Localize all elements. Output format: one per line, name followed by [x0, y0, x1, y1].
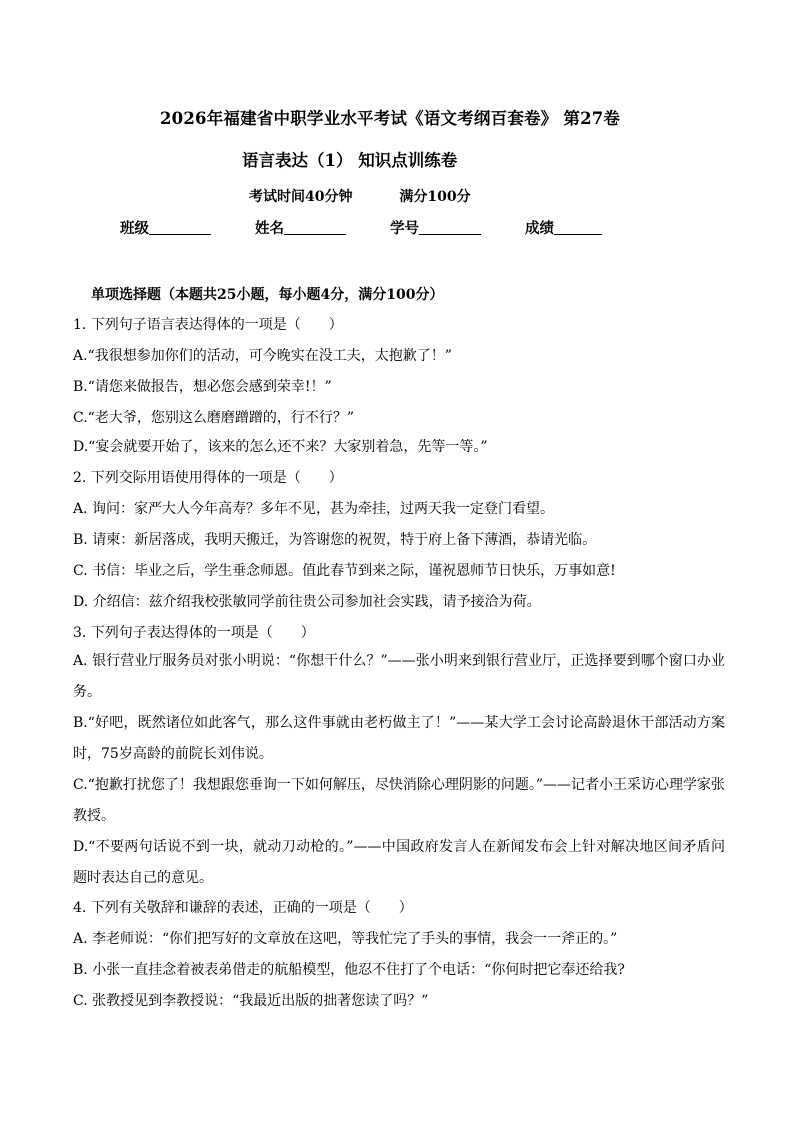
- question-2-stem: 2. 下列交际用语使用得体的一项是（ ）: [73, 470, 343, 486]
- question-3-option-b: B.“好吧，既然诸位如此客气，那么这件事就由老朽做主了！”——某大学工会讨论高龄退休干部活动方案时，75岁高龄的前院长刘伟说。: [73, 715, 725, 762]
- document-title: 2026年福建省中职学业水平考试《语文考纲百套卷》 第27卷: [160, 109, 621, 128]
- question-4-stem: 4. 下列有关敬辞和谦辞的表述，正确的一项是（ ）: [73, 900, 413, 916]
- name-label: 姓名: [255, 220, 284, 237]
- name-blank[interactable]: [284, 220, 346, 235]
- student-id-field[interactable]: [390, 217, 481, 238]
- question-1-option-b: B.“请您来做报告，想必您会感到荣幸!！”: [73, 379, 332, 395]
- exam-time: 考试时间40分钟: [249, 189, 353, 205]
- exam-score: 满分100分: [399, 189, 471, 205]
- question-3-option-d: D.“不要两句话说不到一块，就动刀动枪的。”——中国政府发言人在新闻发布会上针对解决地区间矛盾问题时表达自己的意见。: [73, 839, 725, 886]
- student-id-label: 学号: [390, 220, 419, 237]
- grade-label: 成绩: [525, 220, 554, 237]
- class-field[interactable]: [120, 217, 211, 238]
- question-1-option-a: A.“我很想参加你们的活动，可今晚实在没工夫，太抱歉了！”: [73, 348, 452, 364]
- question-2-option-b: B. 请柬：新居落成，我明天搬迁，为答谢您的祝贺，特于府上备下薄酒，恭请光临。: [73, 532, 597, 548]
- question-4-option-a: A. 李老师说：“你们把写好的文章放在这吧，等我忙完了手头的事情，我会一一斧正的。”: [73, 931, 618, 947]
- question-2-option-d: D. 介绍信：兹介绍我校张敏同学前往贵公司参加社会实践，请予接洽为荷。: [73, 594, 541, 610]
- student-info-row: [120, 217, 602, 238]
- question-1-option-d: D.“宴会就要开始了，该来的怎么还不来？大家别着急，先等一等。”: [73, 439, 488, 455]
- question-3-option-a: A. 银行营业厅服务员对张小明说：“你想干什么？”——张小明来到银行营业厅，正选择要到哪个窗口办业务。: [73, 653, 725, 700]
- grade-blank[interactable]: [554, 220, 602, 235]
- class-blank[interactable]: [149, 220, 211, 235]
- question-4-option-b: B. 小张一直挂念着被表弟借走的航船模型，他忍不住打了个电话：“你何时把它奉还给我?: [73, 962, 625, 978]
- question-4-option-c: C. 张教授见到李教授说：“我最近出版的拙著您读了吗？”: [73, 993, 429, 1009]
- name-field[interactable]: [255, 217, 346, 238]
- question-3-stem: 3. 下列句子表达得体的一项是（ ）: [73, 625, 315, 641]
- student-id-blank[interactable]: [419, 220, 481, 235]
- question-3-option-c: C.“抱歉打扰您了！我想跟您垂询一下如何解压，尽快消除心理阴影的问题。”——记者小王采访心理学家张教授。: [73, 777, 725, 824]
- grade-field[interactable]: [525, 217, 602, 238]
- question-1-stem: 1. 下列句子语言表达得体的一项是（ ）: [73, 317, 343, 333]
- document-subtitle: 语言表达（1） 知识点训练卷: [242, 151, 458, 170]
- section-heading: 单项选择题（本题共25小题，每小题4分，满分100分）: [91, 287, 444, 303]
- question-1-option-c: C.“老大爷，您别这么磨磨蹭蹭的，行不行？”: [73, 410, 354, 426]
- question-2-option-c: C. 书信：毕业之后，学生垂念师恩。值此春节到来之际，谨祝恩师节日快乐，万事如意!: [73, 563, 616, 579]
- class-label: 班级: [120, 220, 149, 237]
- question-2-option-a: A. 询问：家严大人今年高寿？多年不见，甚为牵挂，过两天我一定登门看望。: [73, 501, 555, 517]
- exam-meta: [249, 186, 471, 206]
